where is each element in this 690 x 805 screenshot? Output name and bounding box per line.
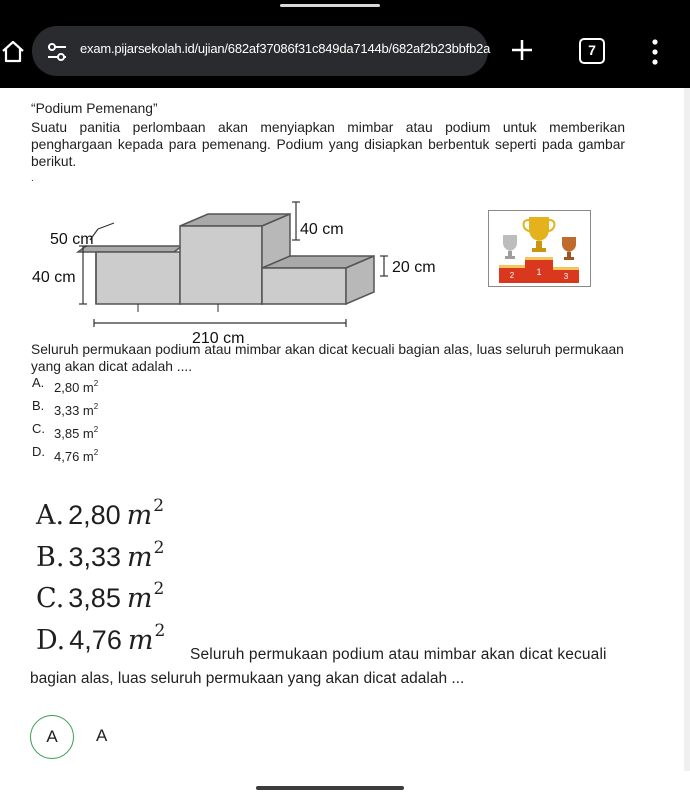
page-content xyxy=(0,88,690,771)
podium-left-top xyxy=(78,246,182,252)
more-menu-icon[interactable] xyxy=(645,37,665,67)
status-bar xyxy=(0,0,690,22)
dim-50-marker xyxy=(98,223,114,229)
question-title: “Podium Pemenang” xyxy=(31,101,158,116)
repeat-prompt-line-2: bagian alas, luas seluruh permukaan yang akan dicat adalah ... xyxy=(30,670,465,687)
podium-middle-block xyxy=(180,226,262,304)
selected-answer-badge[interactable]: A xyxy=(30,715,74,759)
image-option-a: A. 2,80 $m^2$ xyxy=(32,375,99,395)
option-d[interactable]: D. 4,76 $m^2$ xyxy=(36,621,166,656)
place-1-label: 1 xyxy=(536,267,542,277)
option-a[interactable]: A. 2,80 $m^2$ xyxy=(36,496,165,531)
home-icon[interactable] xyxy=(0,38,26,64)
place-2-label: 2 xyxy=(509,271,515,280)
url-text[interactable]: exam.pijarsekolah.id/ujian/682af37086f31c849da7144b/682af2b23bbfb2a xyxy=(80,41,491,56)
question-paragraph: Suatu panitia perlombaan akan menyiapkan mimbar atau podium untuk memberikan penghargaan kepada para pemenang. Podium yang disiapkan berbentuk seperti pada gambar berikut. xyxy=(31,120,625,169)
trophy-image xyxy=(488,210,591,287)
tab-switcher-button[interactable]: 7 xyxy=(579,38,605,64)
silver-trophy-icon xyxy=(503,235,517,251)
question-dot: . xyxy=(31,173,34,184)
scrollbar[interactable] xyxy=(684,88,690,771)
selected-answer-text[interactable]: A xyxy=(96,726,108,745)
podium-right-block xyxy=(262,268,346,304)
new-tab-icon[interactable] xyxy=(505,33,539,67)
podium-left-block xyxy=(96,252,180,304)
address-bar[interactable] xyxy=(32,26,491,76)
navigation-bar xyxy=(0,771,690,805)
option-c[interactable]: C. 3,85 $m^2$ xyxy=(36,579,165,614)
label-40cm-left: 40 cm xyxy=(32,269,76,286)
repeat-prompt-line-1: Seluruh permukaan podium atau mimbar akan dicat kecuali xyxy=(190,646,607,663)
gesture-handle[interactable] xyxy=(256,786,404,790)
label-210cm: 210 cm xyxy=(192,330,245,345)
option-b[interactable]: B. 3,33 $m^2$ xyxy=(36,538,165,573)
status-indicator xyxy=(280,4,380,7)
gold-trophy-icon xyxy=(529,217,549,241)
image-option-c: C. 3,85 $m^2$ xyxy=(32,421,99,441)
place-3-label: 3 xyxy=(563,272,569,281)
image-option-b: B. 3,33 $m^2$ xyxy=(32,398,99,418)
browser-toolbar xyxy=(0,22,690,88)
image-option-d: D. 4,76 $m^2$ xyxy=(32,444,99,464)
bronze-trophy-icon xyxy=(562,237,576,252)
label-40cm-top: 40 cm xyxy=(300,221,344,238)
label-50cm: 50 cm xyxy=(50,231,94,248)
site-settings-icon[interactable] xyxy=(46,41,68,63)
podium-figure xyxy=(28,200,448,345)
label-20cm: 20 cm xyxy=(392,259,436,276)
question-prompt: Seluruh permukaan podium atau mimbar akan dicat kecuali bagian alas, luas seluruh permukaan yang akan dicat adalah .... xyxy=(31,342,624,374)
